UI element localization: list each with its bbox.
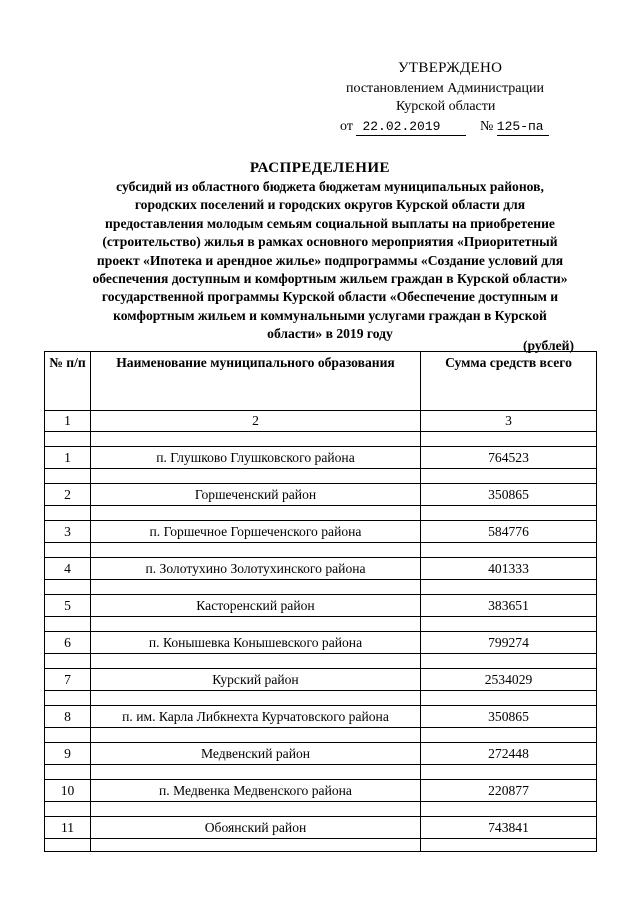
column-numbers-row [45,411,597,432]
spacer-row [45,728,597,743]
table-row [45,558,597,580]
date-prefix: от [340,119,353,134]
empty-cell [421,469,597,484]
table-row [45,743,597,765]
empty-cell [421,691,597,706]
empty-cell [91,802,421,817]
empty-cell [91,654,421,669]
decree-number: 125-па [497,118,549,136]
empty-cell [45,654,91,669]
table-row [45,669,597,691]
spacer-row [45,580,597,595]
municipality-name: п. Золотухино Золотухинского района [91,558,421,580]
empty-cell [421,506,597,521]
subsidy-sum: 272448 [421,743,597,765]
subsidy-sum: 799274 [421,632,597,654]
municipality-name: Обоянский район [91,817,421,839]
column-number-1: 1 [45,411,91,432]
spacer-row [45,432,597,447]
municipality-name: Медвенский район [91,743,421,765]
table-row [45,447,597,469]
unit-label: (рублей) [522,338,574,353]
municipality-name: Касторенский район [91,595,421,617]
row-number: 9 [45,743,91,765]
empty-cell [421,580,597,595]
table-row [45,632,597,654]
empty-cell [421,654,597,669]
subtitle-line: комфортным жильем и коммунальными услугами граждан в Курской [113,307,547,323]
row-number: 11 [45,817,91,839]
empty-cell [421,765,597,780]
table-row [45,817,597,839]
spacer-row [45,802,597,817]
approval-heading: УТВЕРЖДЕНО [398,60,503,76]
spacer-row [45,543,597,558]
subsidy-sum: 220877 [421,780,597,802]
empty-cell [91,469,421,484]
subsidy-sum: 401333 [421,558,597,580]
empty-cell [421,839,597,852]
spacer-row [45,654,597,669]
empty-cell [421,543,597,558]
empty-cell [45,802,91,817]
spacer-row [45,765,597,780]
header-number: № п/п [45,352,91,411]
row-number: 6 [45,632,91,654]
empty-cell [91,543,421,558]
empty-cell [91,765,421,780]
subtitle-line: (строительство) жилья в рамках основного мероприятия «Приоритетный [102,234,558,250]
municipality-name: п. им. Карла Либкнехта Курчатовского района [91,706,421,728]
spacer-row [45,839,597,852]
subtitle-line: городских поселений и городских округов Курской области для [134,197,526,213]
table-row [45,595,597,617]
column-number-3: 3 [421,411,597,432]
approval-line-2: Курской области [396,99,496,114]
subsidy-sum: 584776 [421,521,597,543]
subsidy-sum: 2534029 [421,669,597,691]
empty-cell [91,617,421,632]
empty-cell [45,543,91,558]
subtitle-line: области» в 2019 году [267,326,393,342]
spacer-row [45,469,597,484]
column-number-2: 2 [91,411,421,432]
approval-line-1: постановлением Администрации [346,81,544,96]
subtitle-line: государственной программы Курской области «Обеспечение доступным и [101,289,559,305]
table-row [45,521,597,543]
subtitle-line: субсидий из областного бюджета бюджетам муниципальных районов, [116,179,544,194]
row-number: 1 [45,447,91,469]
municipality-name: п. Глушково Глушковского района [91,447,421,469]
header-sum: Сумма средств всего [421,352,597,411]
municipality-name: п. Конышевка Конышевского района [91,632,421,654]
empty-cell [421,728,597,743]
subsidy-sum: 383651 [421,595,597,617]
empty-cell [45,617,91,632]
empty-cell [45,839,91,852]
subsidy-sum: 350865 [421,706,597,728]
empty-cell [45,432,91,447]
empty-cell [45,691,91,706]
document-title: РАСПРЕДЕЛЕНИЕ [249,160,391,176]
distribution-table [44,351,597,852]
subsidy-sum: 743841 [421,817,597,839]
table-row [45,780,597,802]
row-number: 4 [45,558,91,580]
empty-cell [421,617,597,632]
row-number: 2 [45,484,91,506]
empty-cell [45,506,91,521]
decree-date: 22.02.2019 [356,118,466,136]
table-row [45,484,597,506]
spacer-row [45,506,597,521]
subsidy-sum: 764523 [421,447,597,469]
empty-cell [421,432,597,447]
empty-cell [45,728,91,743]
subtitle-line: обеспечения доступным и комфортным жильем граждан в Курской области» [92,271,568,287]
number-prefix: № [479,119,494,134]
municipality-name: Курский район [91,669,421,691]
empty-cell [91,839,421,852]
empty-cell [45,580,91,595]
header-name: Наименование муниципального образования [91,352,421,411]
empty-cell [91,506,421,521]
municipality-name: Горшеченский район [91,484,421,506]
empty-cell [45,469,91,484]
table-row [45,706,597,728]
row-number: 5 [45,595,91,617]
empty-cell [45,765,91,780]
row-number: 7 [45,669,91,691]
empty-cell [91,728,421,743]
subtitle-line: проект «Ипотека и арендное жилье» подпрограммы «Создание условий для [96,252,564,268]
empty-cell [91,432,421,447]
subtitle-line: предоставления молодым семьям социальной выплаты на приобретение [105,215,555,231]
document-subtitle [50,178,610,344]
table-header-row [45,352,597,411]
row-number: 10 [45,780,91,802]
spacer-row [45,617,597,632]
subsidy-sum: 350865 [421,484,597,506]
row-number: 3 [45,521,91,543]
empty-cell [421,802,597,817]
spacer-row [45,691,597,706]
empty-cell [91,691,421,706]
row-number: 8 [45,706,91,728]
empty-cell [91,580,421,595]
municipality-name: п. Медвенка Медвенского района [91,780,421,802]
municipality-name: п. Горшечное Горшеченского района [91,521,421,543]
approval-date-line [340,118,549,136]
